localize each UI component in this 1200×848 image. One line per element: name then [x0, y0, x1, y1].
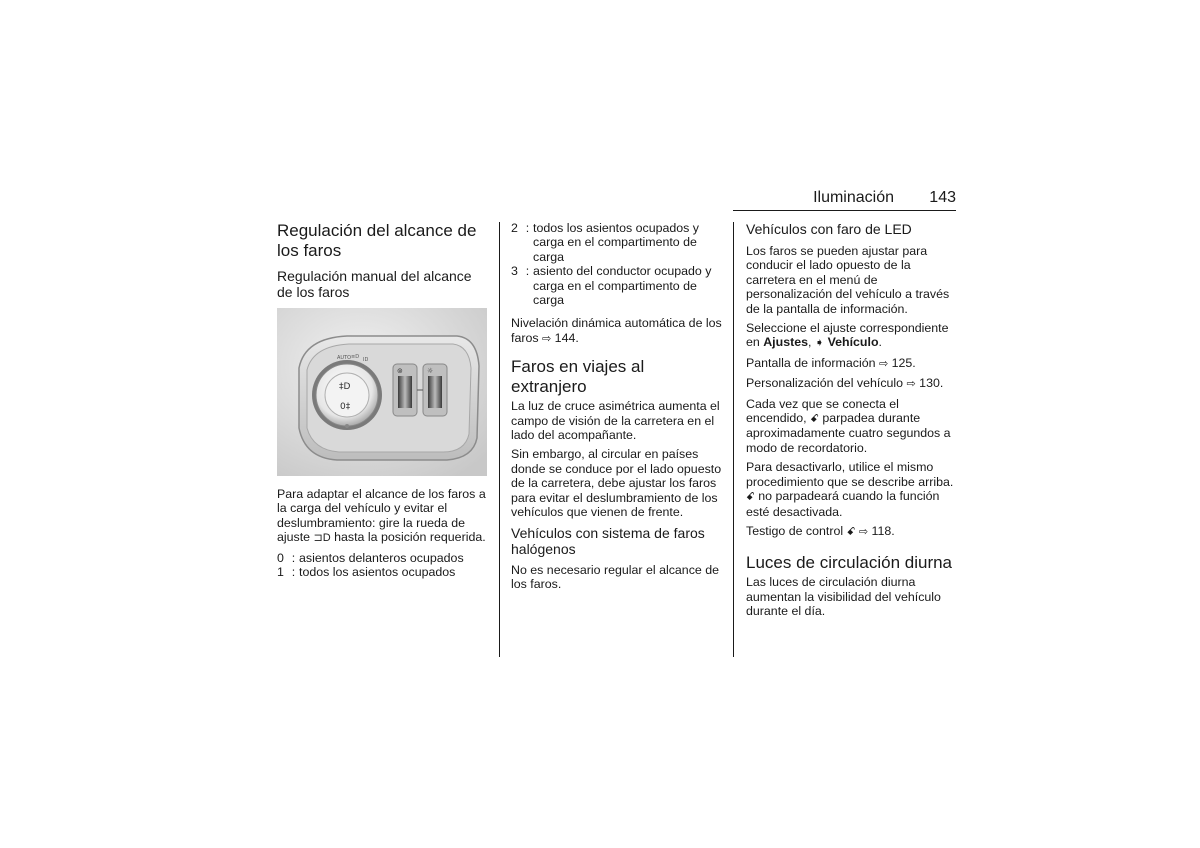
paragraph-daytime-lights: Las luces de circulación diurna aumentan la visibilidad del vehículo durante el día. — [746, 575, 941, 619]
section-heading-headlight-range: Regulación del alcance de los faros — [277, 221, 477, 260]
indicator-dot — [345, 424, 349, 428]
paragraph-adjust-abroad: Sin embargo, al circular en países donde se conduce por el lado opuesto de la carretera, debe ajustar los faros para evitar el deslumbramiento de los vehículos que vienen de frente. — [511, 447, 722, 520]
light-switch-illustration — [277, 308, 487, 476]
front-fog-icon: ‡D — [339, 382, 351, 392]
control-indicator-icon: ꗃ — [846, 525, 856, 538]
subheading-halogen: Vehículos con sistema de faros halógenos — [511, 524, 705, 557]
page-number: 143 — [929, 189, 956, 206]
paragraph-control-light-ref: Testigo de control ꗃ ⇨ 118. — [746, 523, 895, 538]
section-heading-travel-abroad: Faros en viajes al extranjero — [511, 357, 645, 397]
switch-label-auto: AUTO — [337, 355, 352, 361]
list-item: 1 : todos los asientos ocupados — [277, 565, 456, 580]
column-2 — [511, 221, 723, 596]
page-reference-arrow-icon: ⇨ — [878, 357, 889, 370]
column-1-body — [277, 487, 487, 579]
page-reference-arrow-icon: ⇨ — [542, 332, 552, 345]
list-item: 3 : asiento del conductor ocupado y carga en el compartimento de carga — [511, 264, 712, 308]
paragraph-ignition-flash: Cada vez que se conecta el encendido, ꗃ parpadea durante aproximadamente cuatro segundos a modo de recordatorio. — [746, 396, 951, 455]
light-switch-photo — [277, 308, 487, 476]
header-rule — [733, 210, 956, 211]
list-item: 0 : asientos delanteros ocupados — [277, 550, 464, 565]
paragraph-asymmetric-beam: La luz de cruce asimétrica aumenta el campo de visión de la carretera en el lado del acompañante. — [511, 399, 720, 443]
switch-label-low-beam: ≡D — [351, 354, 360, 360]
column-divider-2 — [733, 222, 734, 657]
column-3 — [746, 221, 958, 624]
page-reference-arrow-icon: ⇨ — [858, 525, 869, 538]
control-indicator-icon: ꗃ — [746, 491, 755, 504]
subheading-manual-range: Regulación manual del alcance de los faros — [277, 268, 472, 300]
paragraph-led-menu: Los faros se pueden ajustar para conducir el lado opuesto de la carretera en el menú de personalización del vehículo a través de la pantalla de información. — [746, 244, 950, 316]
list-item: 2 : todos los asientos ocupados y carga en el compartimento de carga — [511, 221, 700, 264]
subheading-led: Vehículos con faro de LED — [746, 221, 912, 237]
paragraph-personalization-ref: Personalización del vehículo ⇨ 130. — [746, 376, 944, 391]
arrow-right-icon: ➧ — [814, 337, 825, 350]
running-header-title: Iluminación — [813, 189, 894, 206]
switch-label-parking: ID — [363, 357, 369, 363]
paragraph-deactivate: Para desactivarlo, utilice el mismo procedimiento que se describe arriba. ꗃ no parpadeará cuando la función esté desactivada. — [746, 460, 954, 519]
paragraph-info-display-ref: Pantalla de información ⇨ 125. — [746, 355, 916, 370]
dimmer-icon-photo: ☼ — [427, 367, 434, 375]
rear-fog-icon: 0‡ — [340, 402, 351, 412]
control-indicator-icon: ꗃ — [810, 413, 819, 426]
paragraph-range-adjust: Para adaptar el alcance de los faros a la carga del vehículo y evitar el deslumbramiento: gire la rueda de ajuste ⊐D hasta la posición requerida. — [277, 487, 486, 545]
headlight-range-icon-photo: ⊚ — [397, 367, 403, 375]
paragraph-select-setting: Seleccione el ajuste correspondiente en Ajustes, ➧ Vehículo. — [746, 321, 949, 350]
section-heading-daytime-lights: Luces de circulación diurna — [746, 553, 953, 573]
headlight-range-icon: ⊐D — [313, 532, 331, 545]
paragraph-halogen-no-adjust: No es necesario regular el alcance de los faros. — [511, 562, 720, 591]
column-divider-1 — [499, 222, 500, 657]
column-1 — [277, 221, 487, 300]
page-reference-arrow-icon: ⇨ — [906, 378, 916, 391]
paragraph-dynamic-leveling: Nivelación dinámica automática de los faros ⇨ 144. — [511, 316, 722, 345]
